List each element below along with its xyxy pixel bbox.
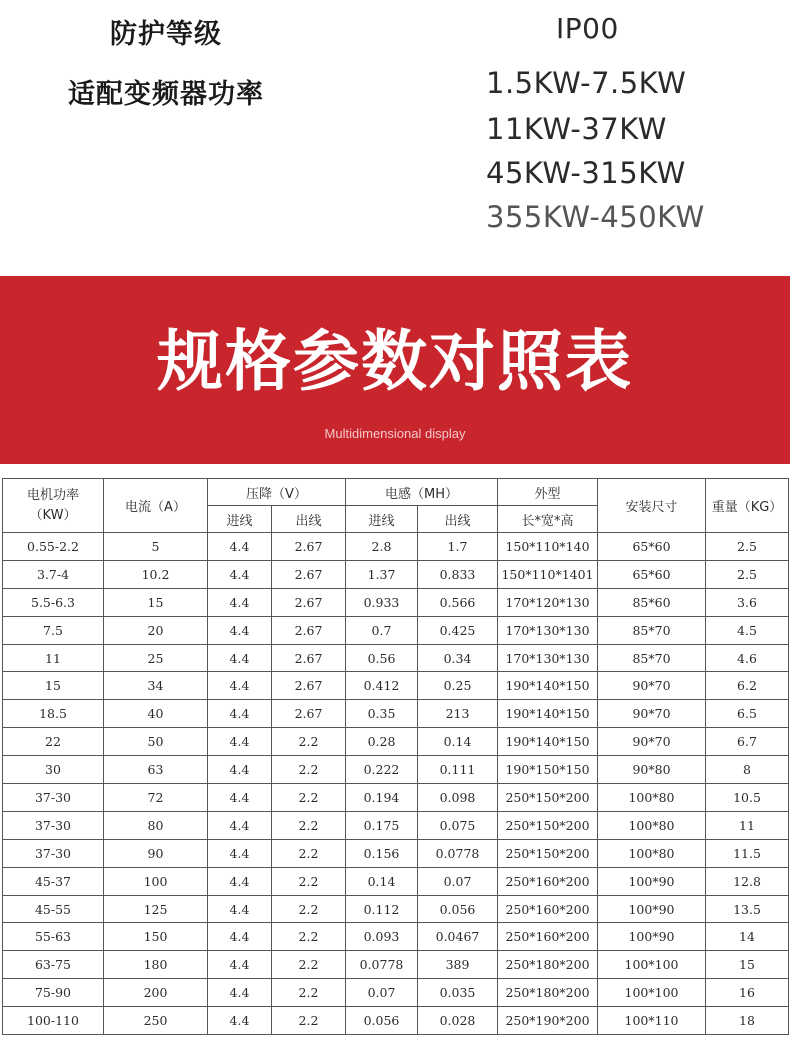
cell-inductance-in: 1.37 [346, 560, 418, 588]
cell-voltage-in: 4.4 [208, 1007, 272, 1035]
cell-dimensions: 190*150*150 [498, 756, 598, 784]
cell-current: 180 [104, 951, 208, 979]
table-row [3, 811, 789, 839]
cell-inductance-in: 0.7 [346, 616, 418, 644]
header-weight: 重量（KG） [706, 479, 789, 533]
cell-voltage-out: 2.2 [272, 951, 346, 979]
cell-motor-power: 3.7-4 [3, 560, 104, 588]
cell-current: 72 [104, 784, 208, 812]
cell-current: 250 [104, 1007, 208, 1035]
cell-mount-size: 100*90 [598, 867, 706, 895]
cell-dimensions: 190*140*150 [498, 700, 598, 728]
cell-motor-power: 55-63 [3, 923, 104, 951]
header-inductance: 电感（MH） [346, 479, 498, 506]
cell-inductance-out: 0.566 [418, 588, 498, 616]
cell-inductance-out: 0.425 [418, 616, 498, 644]
cell-current: 50 [104, 728, 208, 756]
cell-inductance-out: 0.07 [418, 867, 498, 895]
cell-motor-power: 18.5 [3, 700, 104, 728]
cell-weight: 4.5 [706, 616, 789, 644]
cell-dimensions: 170*120*130 [498, 588, 598, 616]
header-inductance-out: 出线 [418, 506, 498, 533]
cell-mount-size: 90*80 [598, 756, 706, 784]
cell-voltage-out: 2.2 [272, 923, 346, 951]
cell-inductance-out: 0.14 [418, 728, 498, 756]
cell-voltage-in: 4.4 [208, 923, 272, 951]
cell-voltage-out: 2.2 [272, 756, 346, 784]
cell-mount-size: 100*110 [598, 1007, 706, 1035]
cell-motor-power: 15 [3, 672, 104, 700]
header-shape: 外型 [498, 479, 598, 506]
spec-summary [0, 0, 790, 276]
cell-mount-size: 85*70 [598, 644, 706, 672]
cell-motor-power: 45-55 [3, 895, 104, 923]
cell-weight: 16 [706, 979, 789, 1007]
table-row [3, 867, 789, 895]
cell-inductance-in: 0.093 [346, 923, 418, 951]
cell-mount-size: 100*80 [598, 784, 706, 812]
table-row [3, 560, 789, 588]
cell-mount-size: 100*80 [598, 811, 706, 839]
header-voltage-out: 出线 [272, 506, 346, 533]
cell-voltage-out: 2.2 [272, 867, 346, 895]
cell-voltage-out: 2.67 [272, 560, 346, 588]
header-motor-power-line1: 电机功率 [26, 487, 79, 503]
cell-voltage-in: 4.4 [208, 784, 272, 812]
cell-weight: 13.5 [706, 895, 789, 923]
cell-voltage-out: 2.67 [272, 644, 346, 672]
cell-inductance-out: 0.0467 [418, 923, 498, 951]
cell-voltage-in: 4.4 [208, 644, 272, 672]
cell-voltage-in: 4.4 [208, 533, 272, 561]
cell-mount-size: 65*60 [598, 560, 706, 588]
header-motor-power [3, 479, 104, 533]
cell-current: 80 [104, 811, 208, 839]
cell-dimensions: 250*160*200 [498, 867, 598, 895]
cell-inductance-in: 0.156 [346, 839, 418, 867]
cell-current: 5 [104, 533, 208, 561]
cell-voltage-in: 4.4 [208, 756, 272, 784]
cell-voltage-out: 2.67 [272, 616, 346, 644]
cell-inductance-in: 0.056 [346, 1007, 418, 1035]
cell-mount-size: 90*70 [598, 672, 706, 700]
cell-inductance-out: 0.028 [418, 1007, 498, 1035]
table-header-row-1 [3, 479, 789, 506]
cell-dimensions: 250*150*200 [498, 811, 598, 839]
cell-dimensions: 250*150*200 [498, 784, 598, 812]
cell-inductance-in: 0.0778 [346, 951, 418, 979]
table-row [3, 644, 789, 672]
cell-current: 90 [104, 839, 208, 867]
cell-inductance-in: 0.56 [346, 644, 418, 672]
cell-weight: 2.5 [706, 560, 789, 588]
cell-mount-size: 100*100 [598, 979, 706, 1007]
cell-current: 100 [104, 867, 208, 895]
cell-voltage-in: 4.4 [208, 951, 272, 979]
cell-mount-size: 65*60 [598, 533, 706, 561]
cell-voltage-out: 2.2 [272, 895, 346, 923]
cell-inductance-in: 0.933 [346, 588, 418, 616]
cell-current: 25 [104, 644, 208, 672]
cell-motor-power: 63-75 [3, 951, 104, 979]
banner-title: 规格参数对照表 [157, 323, 633, 400]
cell-inductance-out: 0.833 [418, 560, 498, 588]
cell-weight: 4.6 [706, 644, 789, 672]
cell-mount-size: 85*70 [598, 616, 706, 644]
cell-voltage-out: 2.67 [272, 672, 346, 700]
banner-subtitle: Multidimensional display [324, 426, 466, 441]
cell-mount-size: 100*90 [598, 923, 706, 951]
cell-dimensions: 250*180*200 [498, 951, 598, 979]
table-row [3, 672, 789, 700]
cell-current: 20 [104, 616, 208, 644]
cell-voltage-out: 2.2 [272, 1007, 346, 1035]
cell-voltage-in: 4.4 [208, 867, 272, 895]
cell-inductance-out: 0.035 [418, 979, 498, 1007]
cell-voltage-in: 4.4 [208, 588, 272, 616]
cell-inductance-in: 0.222 [346, 756, 418, 784]
adapted-power-value-2: 11KW-37KW [486, 112, 667, 146]
cell-dimensions: 250*160*200 [498, 923, 598, 951]
adapted-power-label: 适配变频器功率 [68, 79, 264, 110]
cell-dimensions: 190*140*150 [498, 672, 598, 700]
cell-voltage-in: 4.4 [208, 672, 272, 700]
cell-motor-power: 37-30 [3, 784, 104, 812]
cell-motor-power: 75-90 [3, 979, 104, 1007]
cell-inductance-in: 0.35 [346, 700, 418, 728]
table-row [3, 784, 789, 812]
cell-mount-size: 90*70 [598, 728, 706, 756]
cell-voltage-out: 2.2 [272, 784, 346, 812]
cell-voltage-in: 4.4 [208, 895, 272, 923]
cell-inductance-out: 0.075 [418, 811, 498, 839]
header-current: 电流（A） [104, 479, 208, 533]
table-row [3, 979, 789, 1007]
cell-current: 125 [104, 895, 208, 923]
cell-mount-size: 100*80 [598, 839, 706, 867]
adapted-power-value-4: 355KW-450KW [486, 200, 705, 234]
cell-current: 15 [104, 588, 208, 616]
cell-inductance-out: 0.25 [418, 672, 498, 700]
cell-weight: 10.5 [706, 784, 789, 812]
cell-weight: 6.5 [706, 700, 789, 728]
section-banner [0, 276, 790, 464]
cell-inductance-in: 0.14 [346, 867, 418, 895]
cell-current: 34 [104, 672, 208, 700]
spec-table [2, 478, 789, 1035]
cell-inductance-out: 0.34 [418, 644, 498, 672]
protection-level-label: 防护等级 [110, 19, 222, 50]
protection-level-value: IP00 [556, 12, 619, 45]
cell-inductance-in: 0.112 [346, 895, 418, 923]
cell-motor-power: 7.5 [3, 616, 104, 644]
cell-weight: 3.6 [706, 588, 789, 616]
cell-dimensions: 190*140*150 [498, 728, 598, 756]
header-voltage-drop: 压降（V） [208, 479, 346, 506]
cell-current: 10.2 [104, 560, 208, 588]
header-mount-size: 安装尺寸 [598, 479, 706, 533]
table-row [3, 895, 789, 923]
cell-voltage-in: 4.4 [208, 979, 272, 1007]
cell-motor-power: 37-30 [3, 811, 104, 839]
cell-weight: 14 [706, 923, 789, 951]
cell-dimensions: 150*110*140 [498, 533, 598, 561]
table-row [3, 839, 789, 867]
cell-dimensions: 250*190*200 [498, 1007, 598, 1035]
adapted-power-value-1: 1.5KW-7.5KW [486, 66, 687, 100]
cell-voltage-in: 4.4 [208, 811, 272, 839]
cell-dimensions: 250*180*200 [498, 979, 598, 1007]
cell-motor-power: 5.5-6.3 [3, 588, 104, 616]
cell-dimensions: 250*160*200 [498, 895, 598, 923]
table-row [3, 923, 789, 951]
cell-voltage-out: 2.2 [272, 811, 346, 839]
cell-mount-size: 85*60 [598, 588, 706, 616]
cell-voltage-out: 2.67 [272, 533, 346, 561]
cell-motor-power: 100-110 [3, 1007, 104, 1035]
cell-weight: 8 [706, 756, 789, 784]
cell-weight: 15 [706, 951, 789, 979]
cell-inductance-out: 1.7 [418, 533, 498, 561]
cell-voltage-out: 2.2 [272, 979, 346, 1007]
cell-dimensions: 250*150*200 [498, 839, 598, 867]
cell-inductance-in: 2.8 [346, 533, 418, 561]
cell-voltage-out: 2.67 [272, 700, 346, 728]
cell-weight: 11 [706, 811, 789, 839]
cell-inductance-out: 213 [418, 700, 498, 728]
cell-weight: 6.7 [706, 728, 789, 756]
table-row [3, 756, 789, 784]
cell-voltage-out: 2.2 [272, 839, 346, 867]
cell-weight: 12.8 [706, 867, 789, 895]
cell-inductance-in: 0.07 [346, 979, 418, 1007]
cell-inductance-in: 0.412 [346, 672, 418, 700]
cell-motor-power: 11 [3, 644, 104, 672]
cell-weight: 18 [706, 1007, 789, 1035]
table-row [3, 700, 789, 728]
cell-weight: 2.5 [706, 533, 789, 561]
cell-inductance-in: 0.28 [346, 728, 418, 756]
cell-current: 200 [104, 979, 208, 1007]
cell-mount-size: 100*90 [598, 895, 706, 923]
cell-motor-power: 30 [3, 756, 104, 784]
cell-voltage-in: 4.4 [208, 616, 272, 644]
cell-dimensions: 150*110*1401 [498, 560, 598, 588]
adapted-power-value-3: 45KW-315KW [486, 156, 686, 190]
cell-voltage-in: 4.4 [208, 560, 272, 588]
header-motor-power-line2: （KW） [29, 507, 77, 523]
cell-inductance-in: 0.194 [346, 784, 418, 812]
cell-voltage-out: 2.67 [272, 588, 346, 616]
cell-current: 40 [104, 700, 208, 728]
cell-current: 63 [104, 756, 208, 784]
cell-inductance-out: 0.0778 [418, 839, 498, 867]
cell-inductance-out: 0.111 [418, 756, 498, 784]
cell-voltage-out: 2.2 [272, 728, 346, 756]
table-row [3, 728, 789, 756]
cell-mount-size: 100*100 [598, 951, 706, 979]
cell-current: 150 [104, 923, 208, 951]
cell-dimensions: 170*130*130 [498, 616, 598, 644]
cell-voltage-in: 4.4 [208, 728, 272, 756]
cell-weight: 6.2 [706, 672, 789, 700]
table-body [3, 533, 789, 1035]
cell-voltage-in: 4.4 [208, 700, 272, 728]
cell-motor-power: 45-37 [3, 867, 104, 895]
header-dimensions: 长*宽*高 [498, 506, 598, 533]
header-voltage-in: 进线 [208, 506, 272, 533]
cell-inductance-out: 0.098 [418, 784, 498, 812]
cell-inductance-in: 0.175 [346, 811, 418, 839]
cell-motor-power: 22 [3, 728, 104, 756]
table-row [3, 951, 789, 979]
cell-inductance-out: 389 [418, 951, 498, 979]
cell-mount-size: 90*70 [598, 700, 706, 728]
cell-motor-power: 0.55-2.2 [3, 533, 104, 561]
table-row [3, 533, 789, 561]
table-row [3, 1007, 789, 1035]
header-inductance-in: 进线 [346, 506, 418, 533]
cell-voltage-in: 4.4 [208, 839, 272, 867]
cell-motor-power: 37-30 [3, 839, 104, 867]
table-row [3, 588, 789, 616]
cell-dimensions: 170*130*130 [498, 644, 598, 672]
table-row [3, 616, 789, 644]
cell-weight: 11.5 [706, 839, 789, 867]
cell-inductance-out: 0.056 [418, 895, 498, 923]
